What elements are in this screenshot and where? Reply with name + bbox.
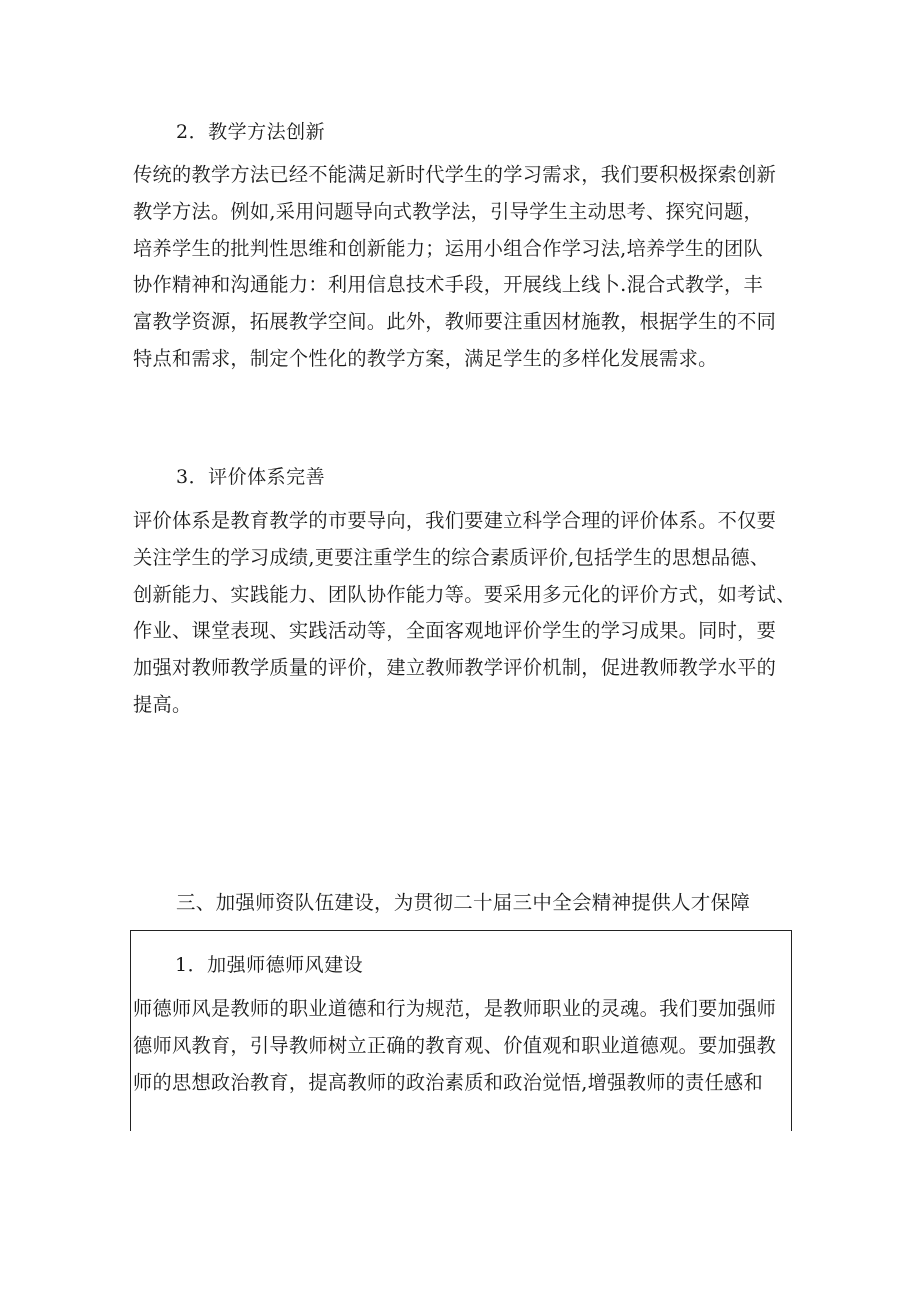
paragraph-line: 教学方法。例如,采用问题导向式教学法，引导学生主动思考、探究问题，: [133, 199, 763, 223]
section-3-paragraph: [133, 503, 796, 724]
paragraph-line: 创新能力、实践能力、团队协作能力等。要采用多元化的评价方式，如考试、: [133, 582, 796, 606]
bordered-text-box: [130, 930, 792, 1131]
section-3-heading: 3．评价体系完善: [176, 466, 326, 488]
paragraph-line: 师德师风是教师的职业道德和行为规范，是教师职业的灵魂。我们要加强师: [133, 997, 777, 1020]
paragraph-line: 评价体系是教育教学的市要导向，我们要建立科学合理的评价体系。不仅要: [133, 509, 777, 532]
paragraph-line: 传统的教学方法已经不能满足新时代学生的学习需求，我们要积极探索创新: [133, 163, 777, 186]
section-2-paragraph: [133, 157, 793, 378]
paragraph-line: 加强对教师教学质量的评价，建立教师教学评价机制，促进教师教学水平的: [133, 656, 777, 680]
section-2-heading: 2．教学方法创新: [176, 121, 326, 143]
paragraph-line: 师的思想政治教育，提高教师的政治素质和政治觉悟,增强教师的责任感和: [133, 1070, 763, 1094]
paragraph-line: 培养学生的批判性思维和创新能力；运用小组合作学习法,培养学生的团队: [133, 236, 763, 260]
part-3-title: 三、加强师资队伍建设，为贯彻二十届三中全会精神提供人才保障: [176, 891, 751, 914]
paragraph-line: 提高。: [133, 692, 192, 716]
paragraph-line: 作业、课堂表现、实践活动等，全面客观地评价学生的学习成果。同时，要: [133, 619, 777, 643]
paragraph-line: 关注学生的学习成绩,更要注重学生的综合素质评价,包括学生的思想品德、: [133, 545, 770, 569]
paragraph-line: 协作精神和沟通能力：利用信息技术手段，开展线上线卜.混合式教学，丰: [133, 273, 763, 297]
subsection-1-paragraph: [133, 991, 789, 1101]
paragraph-line: 富教学资源，拓展教学空间。此外，教师要注重因材施教，根据学生的不同: [133, 310, 777, 334]
paragraph-line: 特点和需求，制定个性化的教学方案，满足学生的多样化发展需求。: [133, 346, 718, 370]
subsection-1-heading: 1．加强师德师风建设: [175, 954, 364, 976]
paragraph-line: 德师风教育，引导教师树立正确的教育观、价值观和职业道德观。要加强教: [133, 1033, 777, 1057]
